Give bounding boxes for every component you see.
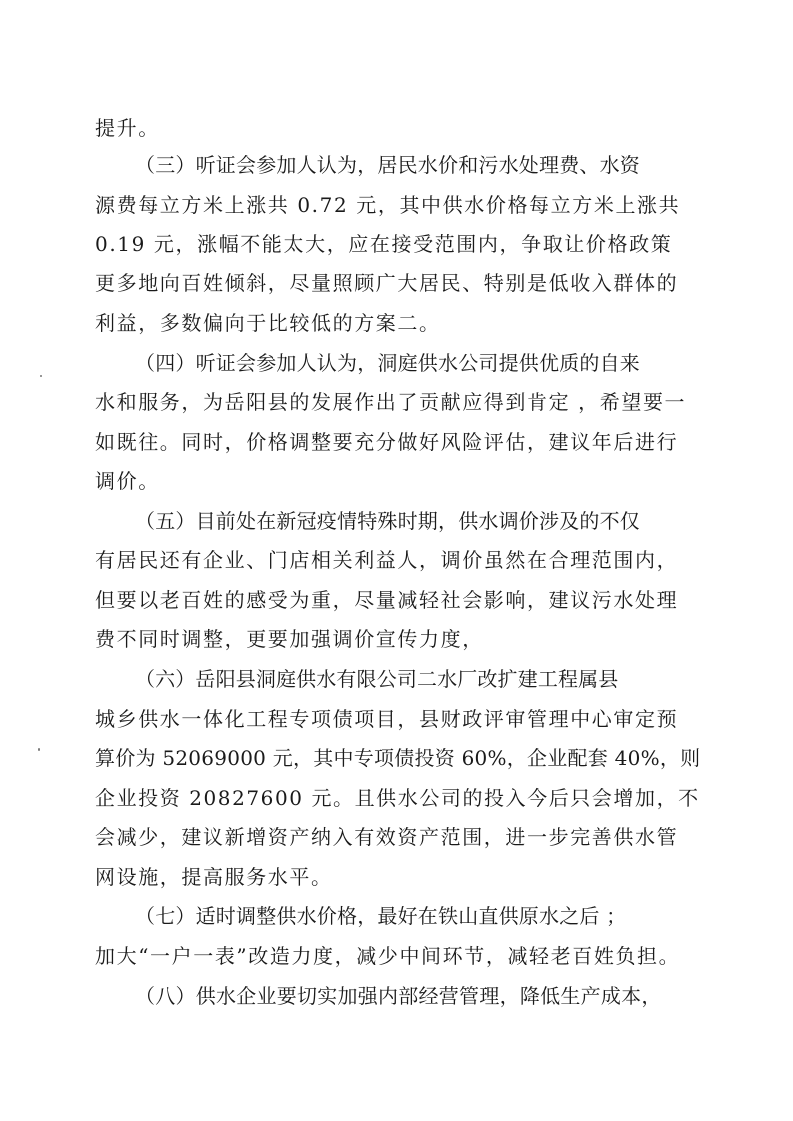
paragraph-3-line: 更多地向百姓倾斜，尽量照顾广大居民、特别是低收入群体的 — [95, 271, 679, 295]
paragraph-3-line: 0.19 元，涨幅不能太大，应在接受范围内，争取让价格政策 — [95, 232, 673, 256]
paragraph-4-line: 调价。 — [95, 469, 160, 493]
paragraph-6-line: （六）岳阳县洞庭供水有限公司二水厂改扩建工程属县 — [135, 667, 619, 691]
paragraph-5-line: 有居民还有企业、门店相关利益人，调价虽然在合理范围内， — [95, 548, 679, 572]
paragraph-6-line: 城乡供水一体化工程专项债项目，县财政评审管理中心审定预 — [95, 707, 679, 731]
paragraph-7-line: 加大“一户一表”改造力度，减少中间环节，减轻老百姓负担。 — [95, 944, 681, 968]
scan-speck — [40, 375, 42, 377]
paragraph-8-line: （八）供水企业要切实加强内部经营管理，降低生产成本， — [135, 984, 662, 1008]
paragraph-4-line: （四）听证会参加人认为，洞庭供水公司提供优质的自来 — [135, 351, 640, 375]
paragraph-3-line: 利益，多数偏向于比较低的方案二。 — [95, 311, 441, 335]
paragraph-5-line: 但要以老百姓的感受为重，尽量减轻社会影响，建议污水处理 — [95, 588, 679, 612]
paragraph-4-line: 如既往。同时，价格调整要充分做好风险评估，建议年后进行 — [95, 430, 679, 454]
paragraph-6-line: 企业投资 20827600 元。且供水公司的投入今后只会增加，不 — [95, 786, 700, 810]
paragraph-6-line: 算价为 52069000 元，其中专项债投资 60%，企业配套 40%，则 — [95, 746, 701, 770]
paragraph-6-line: 会减少，建议新增资产纳入有效资产范围，进一步完善供水管 — [95, 825, 679, 849]
paragraph-7-line: （七）适时调整供水价格，最好在铁山直供原水之后 ； — [135, 904, 627, 928]
paragraph-4-line: 水和服务，为岳阳县的发展作出了贡献应得到肯定 ，希望要一 — [95, 390, 687, 414]
paragraph-3-line: 源费每立方米上涨共 0.72 元，其中供水价格每立方米上涨共 — [95, 193, 681, 217]
paragraph-6-line: 网设施，提高服务水平。 — [95, 865, 333, 889]
paragraph-line: 提升。 — [95, 116, 160, 140]
scan-speck — [38, 748, 40, 751]
paragraph-5-line: （五）目前处在新冠疫情特殊时期，供水调价涉及的不仅 — [135, 509, 640, 533]
paragraph-3-line: （三）听证会参加人认为，居民水价和污水处理费、水资 — [135, 153, 640, 177]
paragraph-5-line: 费不同时调整，更要加强调价宣传力度， — [95, 627, 484, 651]
